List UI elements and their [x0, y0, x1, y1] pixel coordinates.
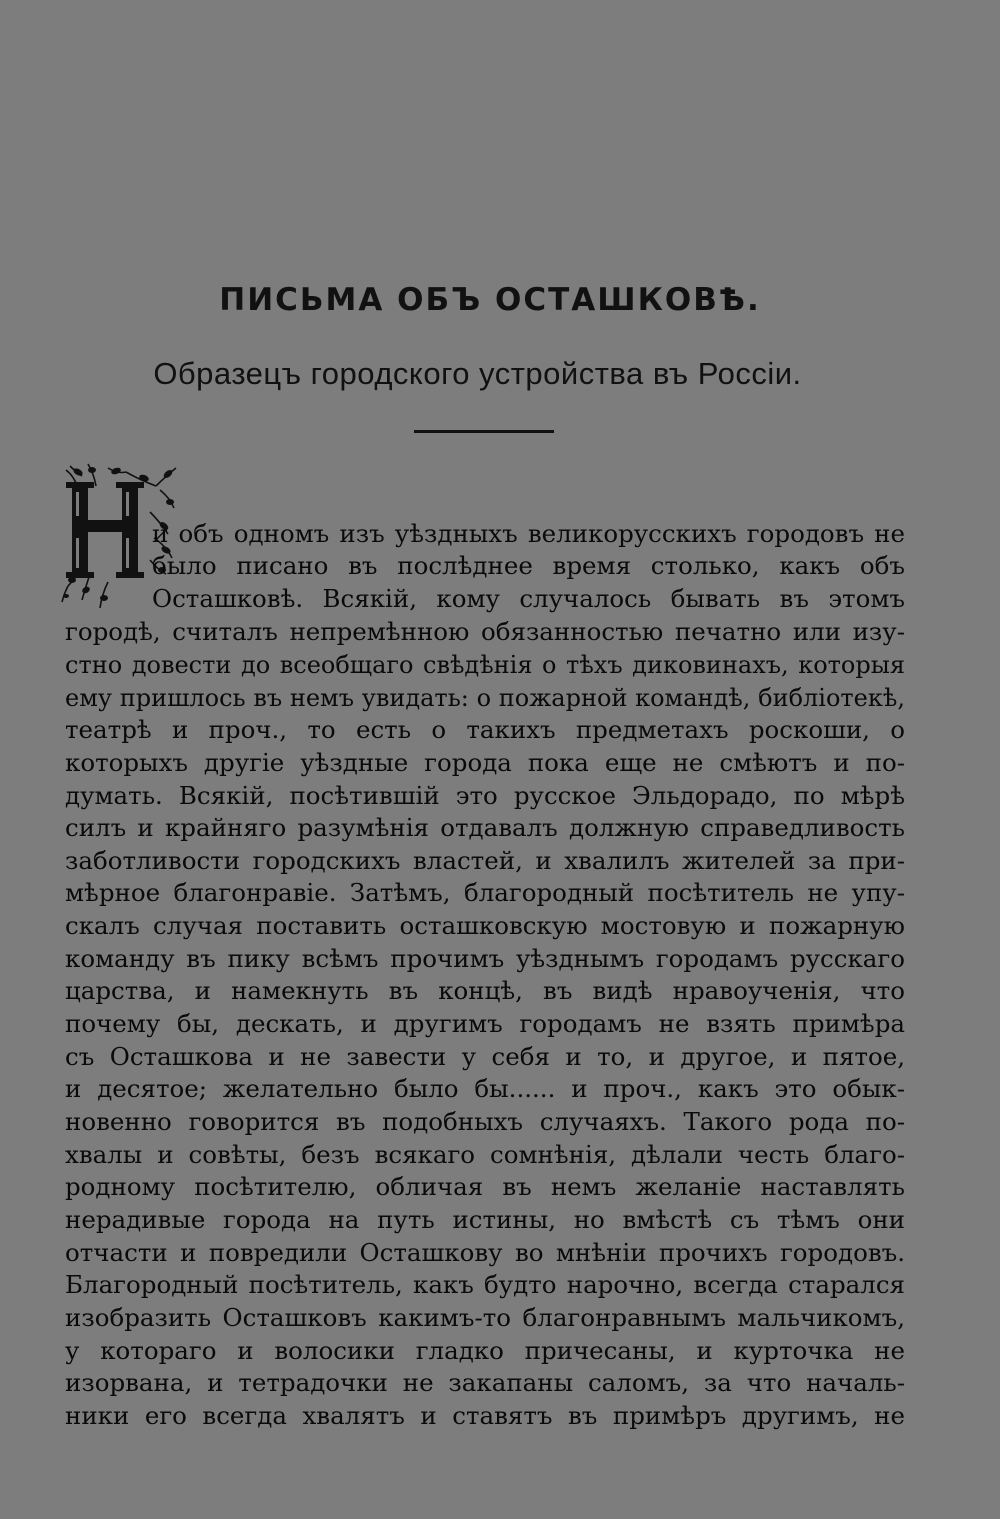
text-line: Благородный посѣтитель, какъ будто нарочно, всегда старался: [65, 1270, 905, 1299]
text-line: заботливости городскихъ властей, и хвалилъ жителей за при-: [65, 846, 905, 875]
text-line: и десятое; желательно было бы...... и проч., какъ это обык-: [65, 1074, 905, 1103]
text-line: мѣрное благонравіе. Затѣмъ, благородный посѣтитель не упу-: [65, 878, 905, 907]
text-line: изобразить Осташковъ какимъ-то благонравнымъ мальчикомъ,: [65, 1303, 905, 1332]
text-line: и объ одномъ изъ уѣздныхъ великорусскихъ городовъ не: [152, 519, 905, 548]
text-line: царства, и намекнуть въ концѣ, въ видѣ нравоученія, что: [65, 976, 905, 1005]
text-line: родному посѣтителю, обличая въ немъ желаніе наставлять: [65, 1172, 905, 1201]
text-line: театрѣ и проч., то есть о такихъ предметахъ роскоши, о: [65, 715, 905, 744]
text-line: Осташковѣ. Всякій, кому случалось бывать въ этомъ: [152, 584, 905, 613]
text-line: думать. Всякій, посѣтившій это русское Эльдорадо, по мѣрѣ: [65, 781, 905, 810]
text-line: хвалы и совѣты, безъ всякаго сомнѣнія, дѣлали честь благо-: [65, 1140, 905, 1169]
text-line: нерадивые города на путь истины, но вмѣстѣ съ тѣмъ они: [65, 1205, 905, 1234]
title-divider: [414, 430, 554, 433]
text-line: команду въ пику всѣмъ прочимъ уѣзднымъ городамъ русскаго: [65, 944, 905, 973]
page-title: ПИСЬМА ОБЪ ОСТАШКОВѢ.: [219, 282, 761, 318]
text-line: отчасти и повредили Осташкову во мнѣніи прочихъ городовъ.: [65, 1238, 905, 1267]
text-line: съ Осташкова и не завести у себя и то, и другое, и пятое,: [65, 1042, 905, 1071]
text-line: изорвана, и тетрадочки не закапаны саломъ, за что началь-: [65, 1368, 905, 1397]
text-line: ники его всегда хвалятъ и ставятъ въ примѣръ другимъ, не: [65, 1401, 905, 1430]
page-subtitle: Образецъ городского устройства въ Россіи.: [153, 356, 802, 391]
text-line: у котораго и волосики гладко причесаны, и курточка не: [65, 1336, 905, 1365]
text-line: городѣ, считалъ непремѣнною обязанностью печатно или изу-: [65, 617, 905, 646]
text-line: силъ и крайняго разумѣнія отдавалъ должную справедливость: [65, 813, 905, 842]
text-line: почему бы, дескать, и другимъ городамъ не взять примѣра: [65, 1009, 905, 1038]
text-line: новенно говорится въ подобныхъ случаяхъ. Такого рода по-: [65, 1107, 905, 1136]
text-line: которыхъ другіе уѣздные города пока еще не смѣютъ и по-: [65, 748, 905, 777]
text-line: было писано въ послѣднее время столько, какъ объ: [152, 551, 905, 580]
text-line: скалъ случая поставить осташковскую мостовую и пожарную: [65, 911, 905, 940]
text-line: ему пришлось въ немъ увидать: о пожарной командѣ, библіотекѣ,: [65, 684, 905, 712]
text-line: стно довести до всеобщаго свѣдѣнія о тѣхъ диковинахъ, которыя: [65, 651, 905, 679]
